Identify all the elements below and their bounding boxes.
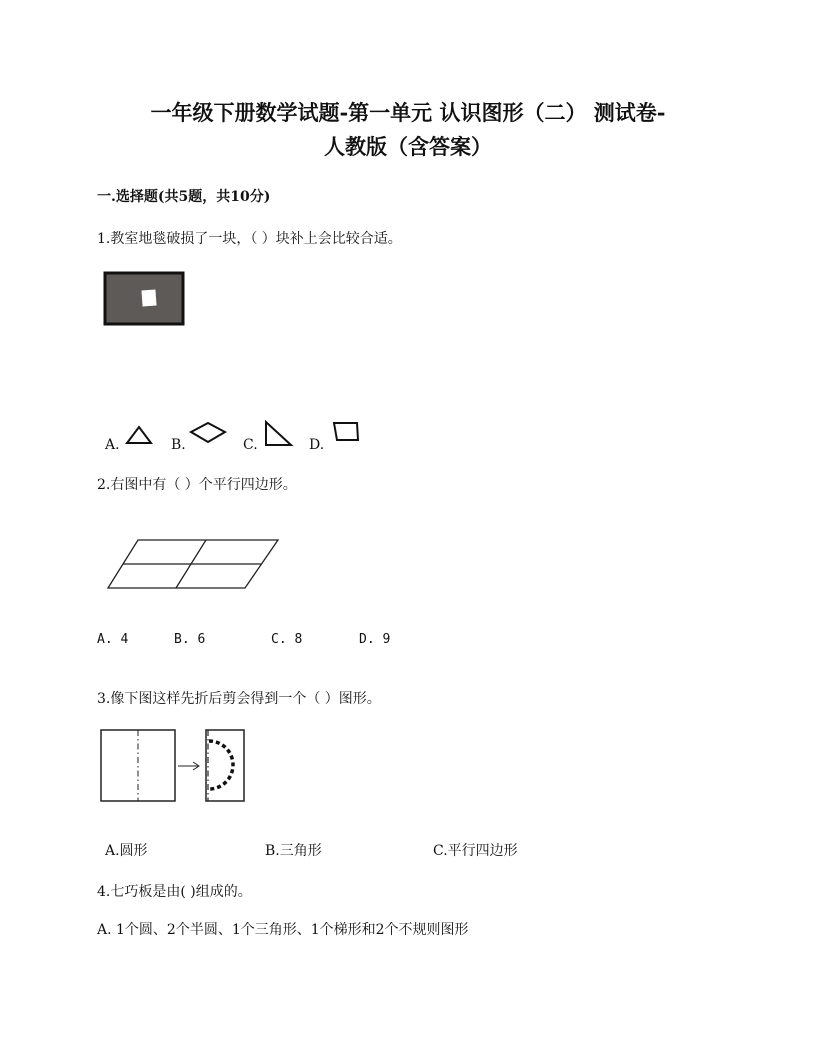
page-title-line2: 人教版（含答案） bbox=[324, 134, 492, 159]
q3-option-a[interactable]: A.圆形 bbox=[105, 843, 148, 859]
question-4-text: 4.七巧板是由( )组成的。 bbox=[97, 884, 252, 900]
q2-option-c[interactable]: C. 8 bbox=[271, 632, 303, 647]
question-2-text: 2.右图中有（ ）个平行四边形。 bbox=[97, 477, 297, 493]
question-3-text: 3.像下图这样先折后剪会得到一个（ ）图形。 bbox=[97, 691, 381, 707]
q2-option-d[interactable]: D. 9 bbox=[359, 632, 391, 647]
q2-option-a[interactable]: A. 4 bbox=[97, 632, 129, 647]
q1-option-b-label[interactable]: B. bbox=[171, 437, 186, 453]
quadrilateral-option-d-icon bbox=[330, 420, 362, 444]
carpet-image bbox=[100, 268, 190, 330]
q1-option-d-label[interactable]: D. bbox=[309, 437, 325, 453]
right-triangle-option-c-icon bbox=[262, 418, 294, 448]
question-1-text: 1.教室地毯破损了一块，（ ）块补上会比较合适。 bbox=[97, 231, 402, 247]
q3-option-c[interactable]: C.平行四边形 bbox=[433, 843, 518, 859]
section-heading: 一.选择题(共5题，共10分) bbox=[97, 189, 271, 205]
q1-option-a-label[interactable]: A. bbox=[105, 437, 120, 453]
q1-option-c-label[interactable]: C. bbox=[243, 437, 258, 453]
parallelogram-figure bbox=[105, 536, 285, 592]
rhombus-option-b-icon bbox=[188, 420, 230, 446]
triangle-option-a-icon bbox=[124, 424, 156, 446]
page-title-line1: 一年级下册数学试题-第一单元 认识图形（二） 测试卷- bbox=[150, 100, 666, 125]
q3-option-b[interactable]: B.三角形 bbox=[265, 843, 322, 859]
q4-option-a[interactable]: A. 1个圆、2个半圆、1个三角形、1个梯形和2个不规则图形 bbox=[97, 922, 469, 938]
q2-option-b[interactable]: B. 6 bbox=[174, 632, 206, 647]
fold-cut-figure bbox=[98, 726, 250, 804]
